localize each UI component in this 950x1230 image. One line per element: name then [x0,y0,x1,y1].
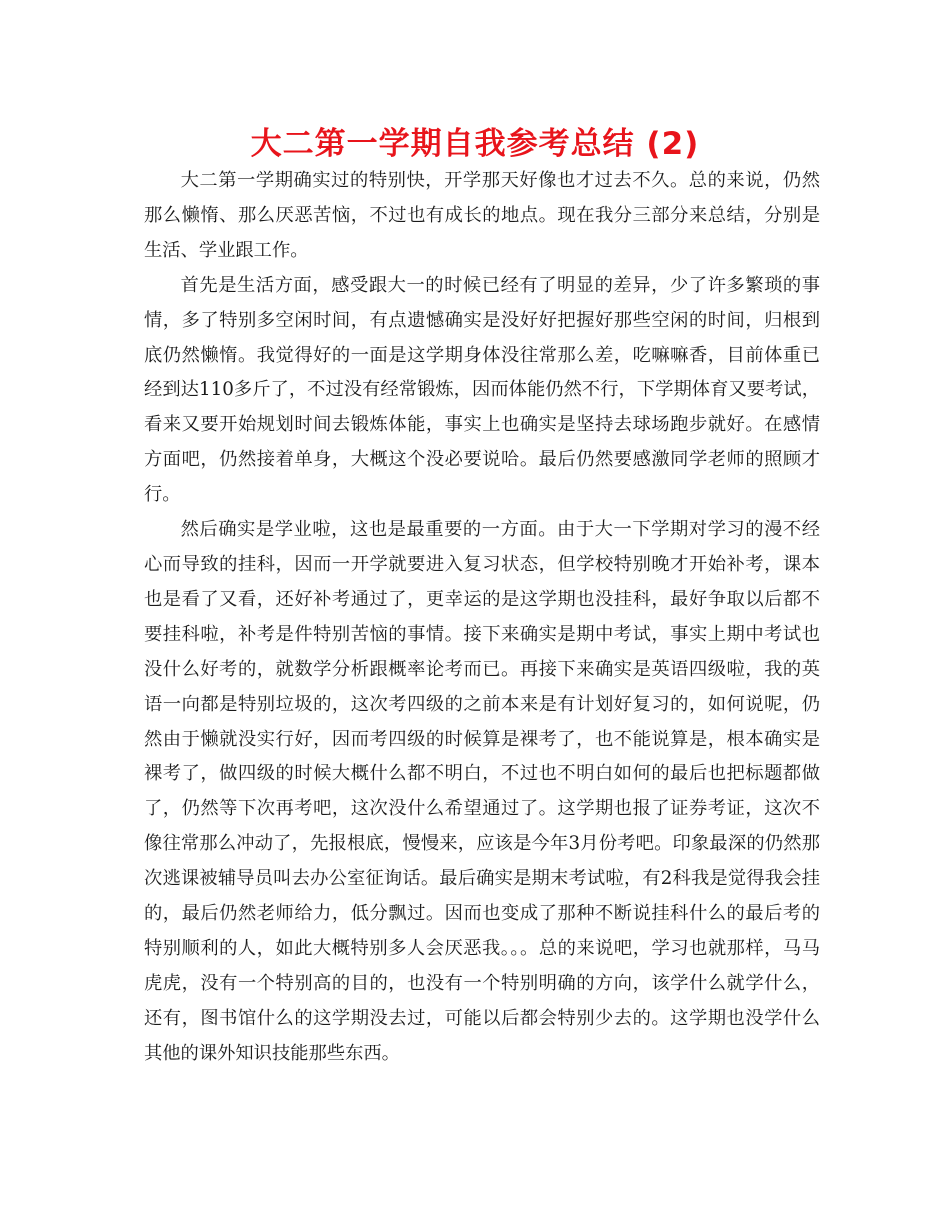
paragraph-life: 首先是生活方面，感受跟大一的时候已经有了明显的差异，少了许多繁琐的事情，多了特别多空闲时间，有点遗憾确实是没好好把握好那些空闲的时间，归根到底仍然懒惰。我觉得好的一面是这学期身体没往常那么差，吃嘛嘛香，目前体重已经到达110多斤了，不过没有经常锻炼，因而体能仍然不行，下学期体育又要考试，看来又要开始规划时间去锻炼体能，事实上也确实是坚持去球场跑步就好。在感情方面吧，仍然接着单身，大概这个没必要说哈。最后仍然要感激同学老师的照顾才行。 [144,274,820,506]
paragraph-intro: 大二第一学期确实过的特别快，开学那天好像也才过去不久。总的来说，仍然那么懒惰、那么厌恶苦恼，不过也有成长的地点。现在我分三部分来总结，分别是生活、学业跟工作。 [144,170,820,261]
document-body [144,164,820,1072]
paragraph-study: 然后确实是学业啦，这也是最重要的一方面。由于大一下学期对学习的漫不经心而导致的挂科，因而一开学就要进入复习状态，但学校特别晚才开始补考，课本也是看了又看，还好补考通过了，更幸运的是这学期也没挂科，最好争取以后都不要挂科啦，补考是件特别苦恼的事情。接下来确实是期中考试，事实上期中考试也没什么好考的，就数学分析跟概率论考而已。再接下来确实是英语四级啦，我的英语一向都是特别垃圾的，这次考四级的之前本来是有计划好复习的，如何说呢，仍然由于懒就没实行好，因而考四级的时候算是裸考了，也不能说算是，根本确实是裸考了，做四级的时候大概什么都不明白，不过也不明白如何的最后也把标题都做了，仍然等下次再考吧，这次没什么希望通过了。这学期也报了证券考证，这次不像往常那么冲动了，先报根底，慢慢来，应该是今年3月份考吧。印象最深的仍然那次逃课被辅导员叫去办公室征询话。最后确实是期末考试啦，有2科我是觉得我会挂的，最后仍然老师给力，低分飘过。因而也变成了那种不断说挂科什么的最后考的特别顺利的人，如此大概特别多人会厌恶我。。。总的来说吧，学习也就那样，马马虎虎，没有一个特别高的目的，也没有一个特别明确的方向，该学什么就学什么，还有，图书馆什么的这学期没去过，可能以后都会特别少去的。这学期也没学什么其他的课外知识技能那些东西。 [144,519,820,1064]
document-title: 大二第一学期自我参考总结 (2) [250,126,700,162]
